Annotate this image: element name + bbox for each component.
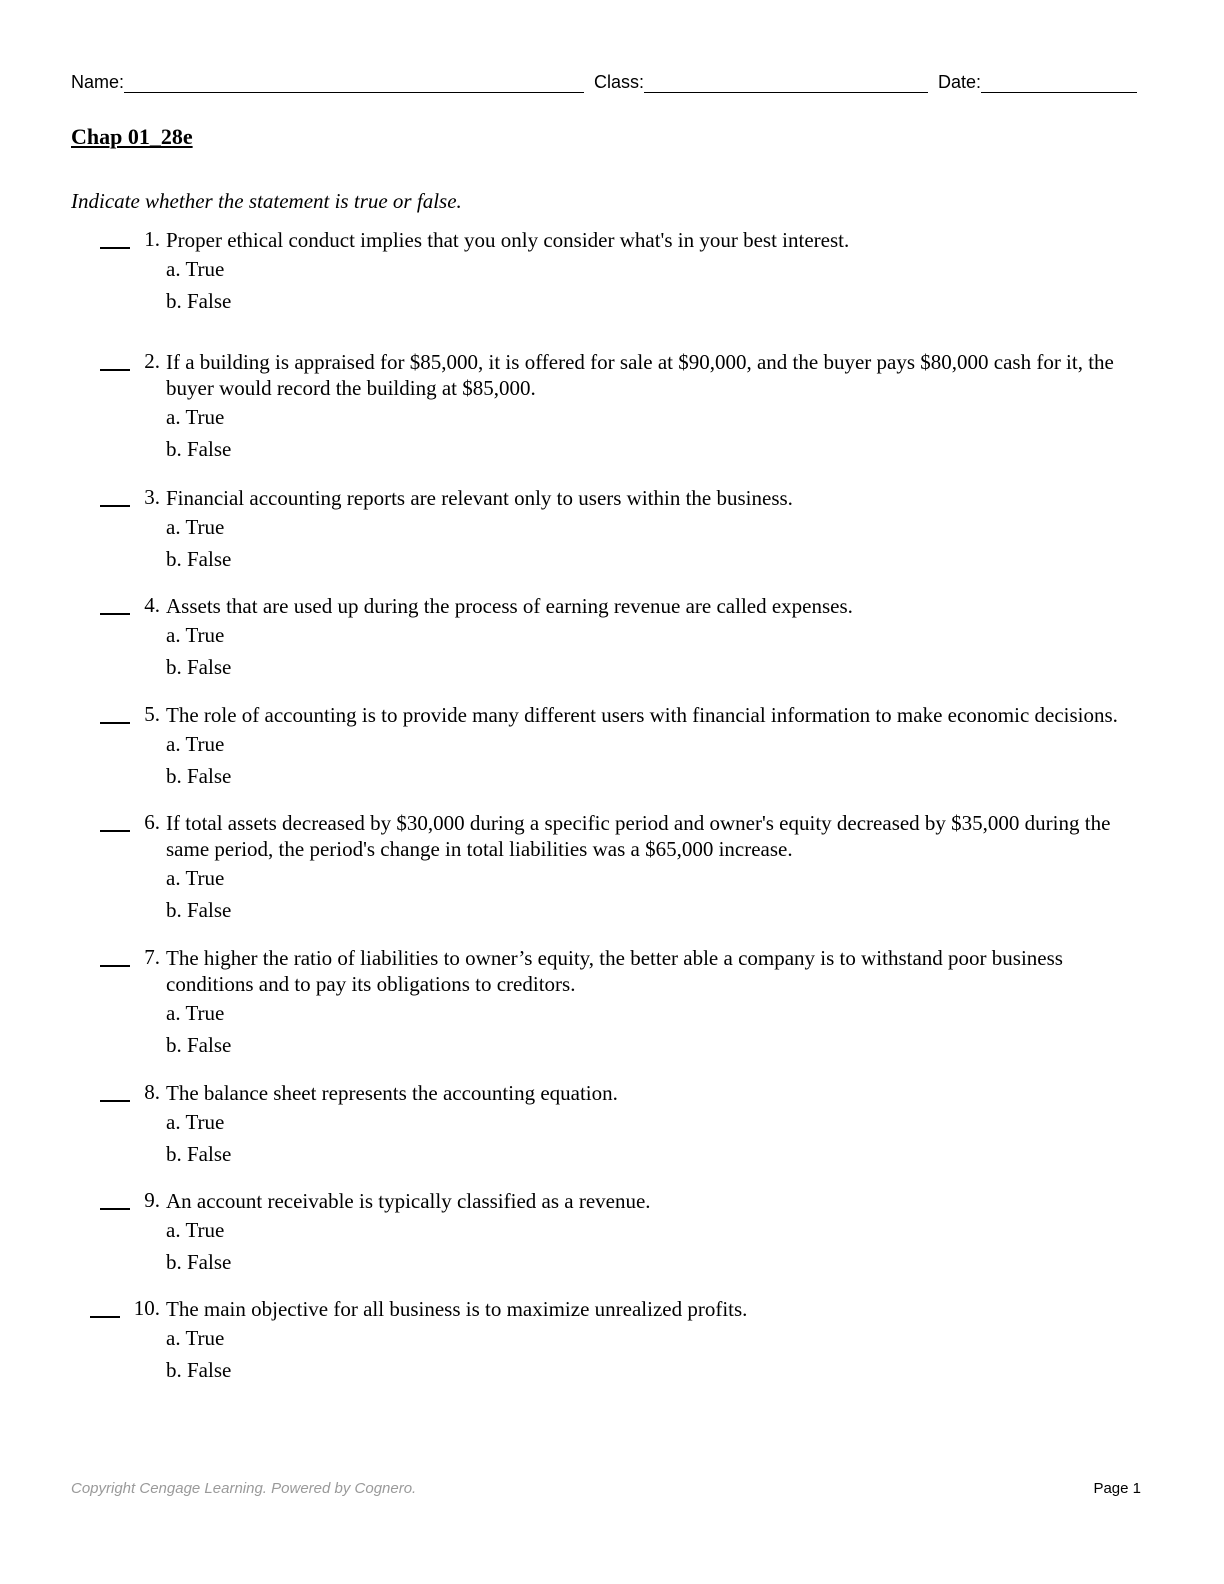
question-number: 8. [144,1080,160,1104]
question-number: 5. [144,702,160,726]
page-number: Page 1 [1093,1480,1141,1497]
question-number: 2. [144,349,160,373]
option-true[interactable]: a. True [166,515,225,539]
name-line[interactable] [124,72,584,93]
option-true[interactable]: a. True [166,866,225,890]
copyright-footer: Copyright Cengage Learning. Powered by Cognero. [71,1480,417,1497]
name-label: Name: [71,72,125,92]
option-false[interactable]: b. False [166,898,232,922]
option-true[interactable]: a. True [166,623,225,647]
question-text: The role of accounting is to provide many different users with financial information to make economic decisions. [166,703,1118,727]
option-false[interactable]: b. False [166,1142,232,1166]
question-text: Financial accounting reports are relevant only to users within the business. [166,486,793,510]
question-text: If total assets decreased by $30,000 during a specific period and owner's equity decreased by $35,000 during the same period, the period's change in total liabilities was a $65,000 increase. [166,811,1111,861]
question-number: 10. [133,1296,160,1320]
class-field [594,72,928,93]
question-text: The main objective for all business is to maximize unrealized profits. [166,1297,748,1321]
date-label: Date: [938,72,982,92]
question-number: 1. [144,227,160,251]
question-text: Assets that are used up during the process of earning revenue are called expenses. [166,594,853,618]
date-line[interactable] [981,72,1137,93]
option-false[interactable]: b. False [166,1358,232,1382]
question-text: If a building is appraised for $85,000, it is offered for sale at $90,000, and the buyer pays $80,000 cash for it, the buyer would record the building at $85,000. [166,350,1114,400]
question-text: The higher the ratio of liabilities to owner’s equity, the better able a company is to withstand poor business conditions and to pay its obligations to creditors. [166,946,1063,996]
date-field [938,72,1137,93]
option-false[interactable]: b. False [166,655,232,679]
option-true[interactable]: a. True [166,732,225,756]
option-true[interactable]: a. True [166,1218,225,1242]
document-title: Chap 01_28e [71,124,193,149]
option-false[interactable]: b. False [166,437,232,461]
option-false[interactable]: b. False [166,1033,232,1057]
option-true[interactable]: a. True [166,1110,225,1134]
question-number: 9. [144,1188,160,1212]
question-text: The balance sheet represents the accounting equation. [166,1081,618,1105]
question-text: An account receivable is typically classified as a revenue. [166,1189,651,1213]
option-true[interactable]: a. True [166,257,225,281]
student-info-header [71,72,1141,96]
question-text: Proper ethical conduct implies that you only consider what's in your best interest. [166,228,850,252]
option-false[interactable]: b. False [166,547,232,571]
option-false[interactable]: b. False [166,764,232,788]
question-number: 6. [144,810,160,834]
question-number: 7. [144,945,160,969]
class-label: Class: [594,72,645,92]
question-number: 3. [144,485,160,509]
option-true[interactable]: a. True [166,1001,225,1025]
instructions: Indicate whether the statement is true or false. [71,189,462,213]
option-true[interactable]: a. True [166,1326,225,1350]
option-false[interactable]: b. False [166,289,232,313]
option-false[interactable]: b. False [166,1250,232,1274]
name-field [71,72,584,93]
question-number: 4. [144,593,160,617]
option-true[interactable]: a. True [166,405,225,429]
class-line[interactable] [644,72,928,93]
